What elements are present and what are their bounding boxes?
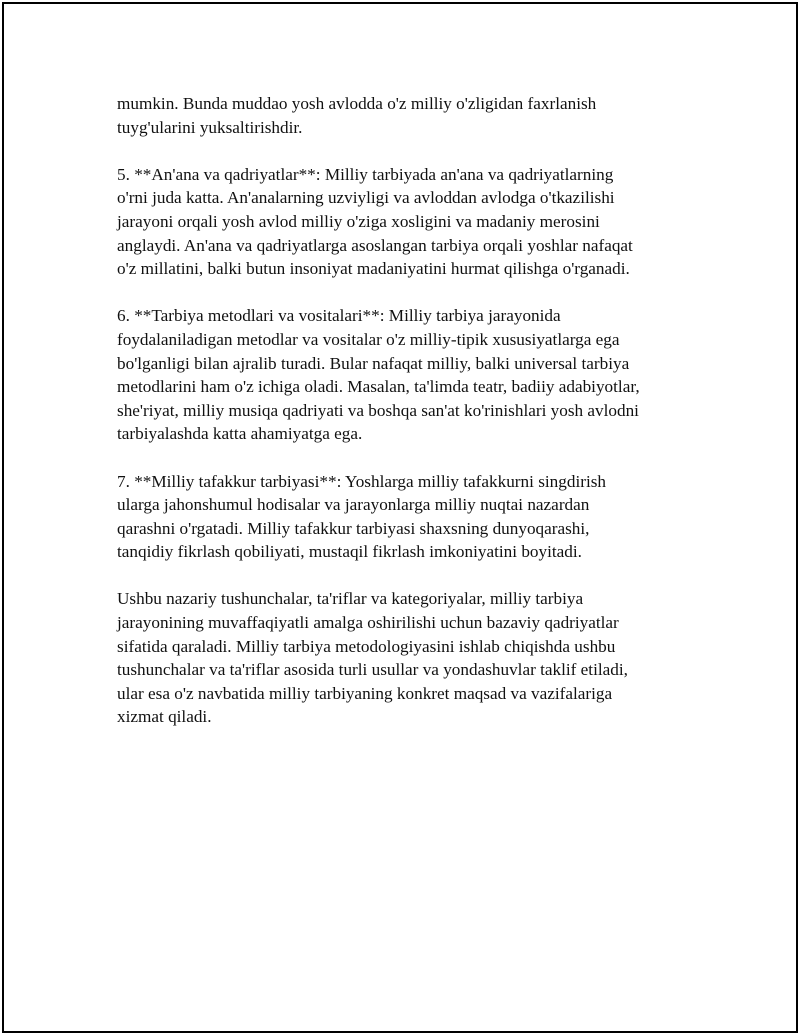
paragraph-conclusion (117, 587, 692, 729)
text-line: 7. **Milliy tafakkur tarbiyasi**: Yoshlarga milliy tafakkurni singdirish (117, 471, 607, 491)
paragraph-traditions-and-values (117, 163, 692, 281)
paragraph-continuation (117, 92, 692, 139)
text-line: foydalaniladigan metodlar va vositalar o'z milliy-tipik xususiyatlarga ega (117, 329, 620, 349)
text-line: o'rni juda katta. An'analarning uzviyligi va avloddan avlodga o'tkazilishi (117, 188, 615, 208)
text-line: Ushbu nazariy tushunchalar, ta'riflar va kategoriyalar, milliy tarbiya (117, 589, 584, 609)
text-line: metodlarini ham o'z ichiga oladi. Masalan, ta'limda teatr, badiiy adabiyotlar, (117, 377, 640, 397)
text-line: o'z millatini, balki butun insoniyat madaniyatini hurmat qilishga o'rganadi. (117, 259, 630, 279)
text-line: bo'lganligi bilan ajralib turadi. Bular nafaqat milliy, balki universal tarbiya (117, 353, 630, 373)
text-line: sifatida qaraladi. Milliy tarbiya metodologiyasini ishlab chiqishda ushbu (117, 636, 616, 656)
paragraph-national-thinking (117, 470, 692, 564)
document-body (117, 92, 692, 753)
text-line: tuyg'ularini yuksaltirishdir. (117, 117, 303, 137)
text-line: jarayoni orqali yosh avlod milliy o'ziga xosligini va madaniy merosini (117, 211, 600, 231)
text-line: ular esa o'z navbatida milliy tarbiyaning konkret maqsad va vazifalariga (117, 683, 613, 703)
text-line: mumkin. Bunda muddao yosh avlodda o'z milliy o'zligidan faxrlanish (117, 94, 597, 113)
text-line: jarayonining muvaffaqiyatli amalga oshirilishi uchun bazaviy qadriyatlar (117, 613, 619, 633)
paragraph-methods-and-tools (117, 304, 692, 446)
text-line: qarashni o'rgatadi. Milliy tafakkur tarbiyasi shaxsning dunyoqarashi, (117, 518, 590, 538)
text-line: 6. **Tarbiya metodlari va vositalari**: Milliy tarbiya jarayonida (117, 306, 561, 326)
text-line: xizmat qiladi. (117, 707, 212, 727)
text-line: ularga jahonshumul hodisalar va jarayonlarga milliy nuqtai nazardan (117, 495, 590, 515)
text-line: tarbiyalashda katta ahamiyatga ega. (117, 424, 363, 444)
text-line: she'riyat, milliy musiqa qadriyati va boshqa san'at ko'rinishlari yosh avlodni (117, 400, 639, 420)
text-line: tanqidiy fikrlash qobiliyati, mustaqil fikrlash imkoniyatini boyitadi. (117, 542, 582, 562)
text-line: tushunchalar va ta'riflar asosida turli usullar va yondashuvlar taklif etiladi, (117, 660, 628, 680)
text-line: 5. **An'ana va qadriyatlar**: Milliy tarbiyada an'ana va qadriyatlarning (117, 164, 614, 184)
text-line: anglaydi. An'ana va qadriyatlarga asoslangan tarbiya orqali yoshlar nafaqat (117, 235, 633, 255)
